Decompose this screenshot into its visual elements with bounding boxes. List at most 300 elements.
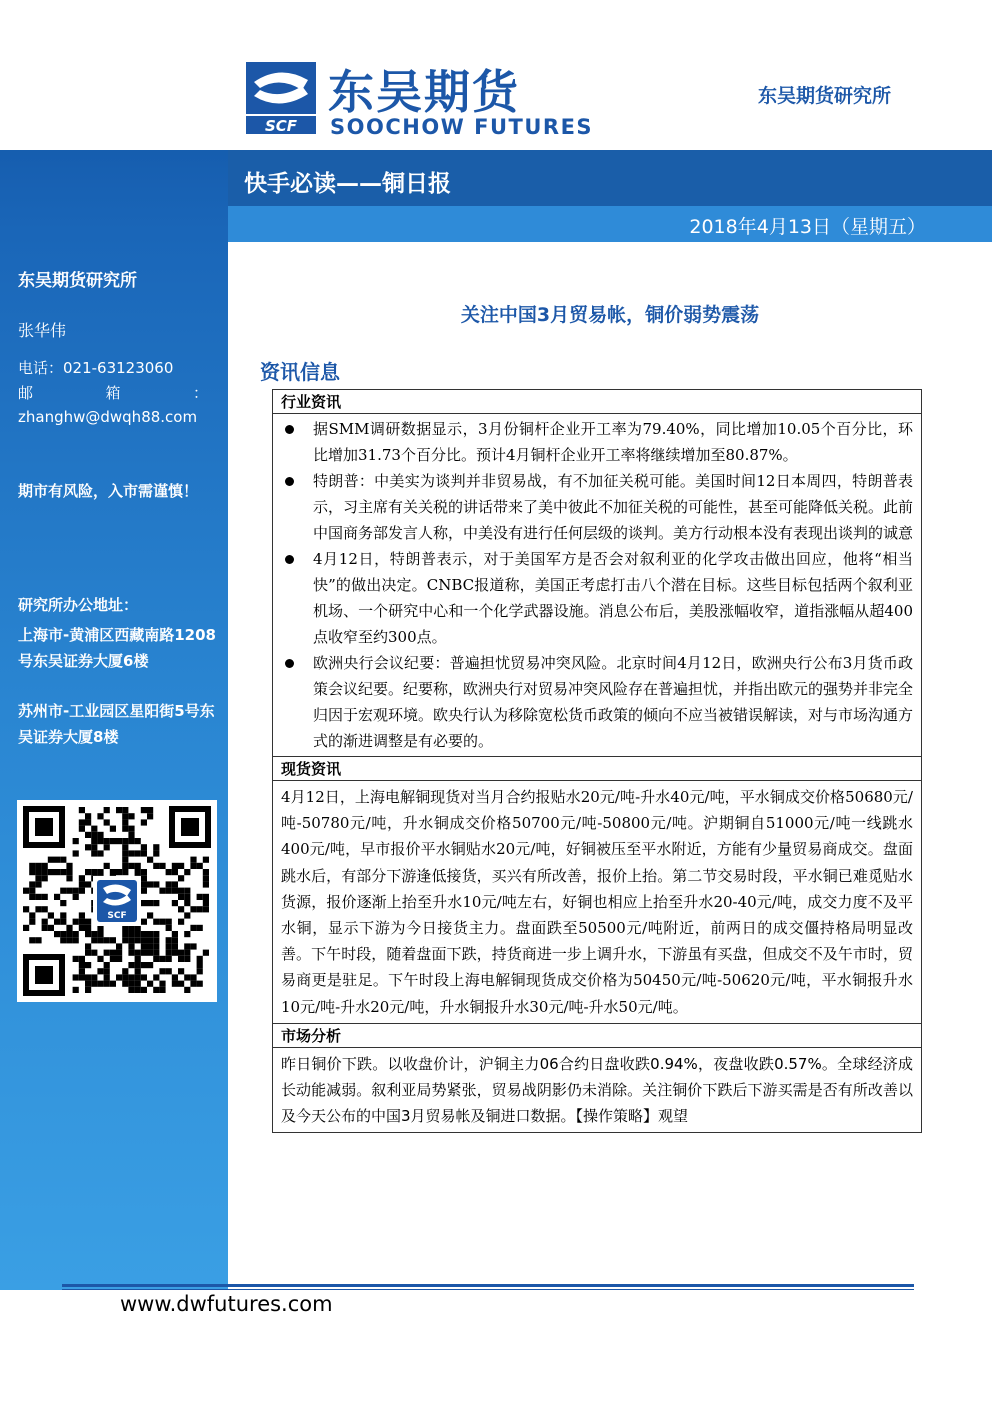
qr-module bbox=[73, 838, 79, 844]
qr-module bbox=[197, 962, 203, 968]
qr-module bbox=[190, 974, 196, 980]
email-label-char: ： bbox=[192, 384, 208, 402]
qr-code-image bbox=[17, 800, 217, 1002]
qr-module bbox=[66, 875, 72, 881]
qr-module bbox=[97, 956, 103, 962]
qr-module bbox=[128, 981, 134, 987]
qr-module bbox=[147, 813, 153, 819]
qr-module bbox=[166, 956, 172, 962]
qr-module bbox=[60, 888, 66, 894]
qr-module bbox=[141, 875, 147, 881]
header-institute-label: 东吴期货研究所 bbox=[758, 85, 892, 107]
qr-module bbox=[159, 919, 165, 925]
sidebar-org-name: 东吴期货研究所 bbox=[18, 271, 137, 291]
qr-module bbox=[122, 968, 128, 974]
qr-module bbox=[85, 813, 91, 819]
brand-name-english: SOOCHOW FUTURES bbox=[330, 115, 594, 139]
qr-module bbox=[42, 906, 48, 912]
qr-module bbox=[122, 838, 128, 844]
qr-module bbox=[110, 950, 116, 956]
email-label-char: 箱 bbox=[105, 384, 121, 402]
qr-module bbox=[153, 943, 159, 949]
qr-module bbox=[73, 987, 79, 993]
qr-module bbox=[110, 981, 116, 987]
qr-module bbox=[135, 962, 141, 968]
qr-module bbox=[128, 987, 134, 993]
qr-module bbox=[159, 987, 165, 993]
qr-module bbox=[85, 987, 91, 993]
qr-module bbox=[166, 881, 172, 887]
qr-module bbox=[159, 888, 165, 894]
qr-module bbox=[159, 863, 165, 869]
qr-module bbox=[116, 974, 122, 980]
qr-module bbox=[203, 894, 209, 900]
qr-module bbox=[85, 869, 91, 875]
qr-module bbox=[29, 881, 35, 887]
qr-module bbox=[91, 937, 97, 943]
qr-module bbox=[172, 900, 178, 906]
qr-module bbox=[29, 863, 35, 869]
qr-module bbox=[141, 987, 147, 993]
qr-module bbox=[147, 937, 153, 943]
qr-module bbox=[42, 869, 48, 875]
spot-news-heading: 现货资讯 bbox=[273, 757, 921, 781]
qr-module bbox=[190, 906, 196, 912]
industry-news-heading: 行业资讯 bbox=[273, 390, 921, 414]
qr-module bbox=[147, 857, 153, 863]
qr-module bbox=[147, 981, 153, 987]
qr-module bbox=[184, 894, 190, 900]
qr-module bbox=[147, 881, 153, 887]
qr-module bbox=[147, 807, 153, 813]
qr-module bbox=[128, 974, 134, 980]
qr-module bbox=[110, 826, 116, 832]
qr-module bbox=[153, 844, 159, 850]
qr-module bbox=[153, 919, 159, 925]
list-item bbox=[281, 650, 913, 754]
qr-module bbox=[147, 912, 153, 918]
bullet-icon bbox=[285, 477, 294, 486]
qr-module bbox=[97, 869, 103, 875]
qr-module bbox=[91, 850, 97, 856]
qr-module bbox=[122, 813, 128, 819]
qr-module bbox=[85, 981, 91, 987]
qr-module bbox=[135, 863, 141, 869]
qr-module bbox=[116, 943, 122, 949]
qr-module bbox=[79, 881, 85, 887]
qr-module bbox=[135, 956, 141, 962]
qr-module bbox=[135, 950, 141, 956]
qr-module bbox=[91, 931, 97, 937]
qr-module bbox=[42, 919, 48, 925]
qr-module bbox=[141, 962, 147, 968]
qr-module bbox=[85, 844, 91, 850]
qr-module bbox=[153, 937, 159, 943]
qr-module bbox=[153, 956, 159, 962]
qr-module bbox=[147, 950, 153, 956]
qr-module bbox=[116, 807, 122, 813]
qr-module bbox=[178, 981, 184, 987]
news-item-text: 据SMM调研数据显示，3月份铜杆企业开工率为79.40%，同比增加10.05个百分比，环比增加31.73个百分比。预计4月铜杆企业开工率将继续增加至80.87%。 bbox=[313, 420, 913, 464]
qr-module bbox=[172, 863, 178, 869]
qr-module bbox=[135, 838, 141, 844]
qr-module bbox=[166, 950, 172, 956]
qr-module bbox=[141, 844, 147, 850]
qr-module bbox=[29, 937, 35, 943]
qr-module bbox=[91, 826, 97, 832]
qr-module bbox=[104, 968, 110, 974]
qr-module bbox=[166, 888, 172, 894]
qr-module bbox=[85, 931, 91, 937]
qr-module bbox=[122, 974, 128, 980]
qr-module bbox=[153, 950, 159, 956]
date-band bbox=[228, 206, 992, 242]
qr-module bbox=[178, 956, 184, 962]
report-title: 快手必读——铜日报 bbox=[244, 171, 451, 197]
qr-module bbox=[128, 962, 134, 968]
qr-module bbox=[128, 950, 134, 956]
qr-module bbox=[184, 950, 190, 956]
qr-module bbox=[147, 900, 153, 906]
news-item-text: 特朗普：中美实为谈判并非贸易战，有不加征关税可能。美国时间12日本周四，特朗普表示，习主席有关关税的讲话带来了美中彼此不加征关税的可能性，甚至可能降低关税。此前中国商务部发言人称，中美没有进行任何层级的谈判。美方行动根本没有表现出谈判的诚意 bbox=[313, 472, 914, 542]
qr-module bbox=[197, 894, 203, 900]
qr-module bbox=[166, 869, 172, 875]
qr-module bbox=[135, 974, 141, 980]
qr-module bbox=[153, 974, 159, 980]
qr-module bbox=[104, 974, 110, 980]
qr-module bbox=[122, 863, 128, 869]
qr-module bbox=[190, 943, 196, 949]
industry-news-section bbox=[273, 414, 921, 757]
qr-module bbox=[91, 832, 97, 838]
qr-module bbox=[104, 863, 110, 869]
qr-module bbox=[203, 875, 209, 881]
qr-module bbox=[104, 981, 110, 987]
qr-module bbox=[73, 931, 79, 937]
qr-module bbox=[153, 987, 159, 993]
qr-module bbox=[66, 925, 72, 931]
qr-module bbox=[147, 943, 153, 949]
qr-logo-text: SCF bbox=[107, 911, 127, 921]
sidebar-email-link[interactable]: zhanghw@dwqh88.com bbox=[18, 408, 198, 426]
qr-module bbox=[35, 894, 41, 900]
qr-module bbox=[110, 956, 116, 962]
qr-module bbox=[97, 937, 103, 943]
qr-module bbox=[23, 925, 29, 931]
news-item-text: 欧洲央行会议纪要：普遍担忧贸易冲突风险。北京时间4月12日，欧洲央行公布3月货币政策会议纪要。纪要称，欧洲央行对贸易冲突风险存在普遍担忧，并指出欧元的强势并非完全归因于宏观环境。欧央行认为移除宽松货币政策的倾向不应当被错误解读，对与市场沟通方式的渐进调整是有必要的。 bbox=[313, 654, 914, 750]
qr-module bbox=[128, 813, 134, 819]
qr-module bbox=[35, 937, 41, 943]
spot-news-section bbox=[273, 781, 921, 1024]
qr-module bbox=[91, 838, 97, 844]
qr-module bbox=[197, 968, 203, 974]
qr-module bbox=[141, 881, 147, 887]
qr-module bbox=[122, 981, 128, 987]
qr-module bbox=[159, 968, 165, 974]
qr-module bbox=[203, 857, 209, 863]
qr-module bbox=[197, 925, 203, 931]
qr-module bbox=[153, 881, 159, 887]
qr-module bbox=[172, 943, 178, 949]
qr-module bbox=[48, 912, 54, 918]
qr-module bbox=[190, 925, 196, 931]
qr-module bbox=[141, 819, 147, 825]
qr-module bbox=[85, 881, 91, 887]
qr-module bbox=[73, 888, 79, 894]
sidebar bbox=[0, 0, 228, 1290]
qr-module bbox=[122, 850, 128, 856]
qr-module bbox=[172, 869, 178, 875]
qr-module bbox=[29, 912, 35, 918]
qr-module bbox=[184, 931, 190, 937]
qr-module bbox=[97, 850, 103, 856]
qr-module bbox=[178, 894, 184, 900]
qr-module bbox=[128, 838, 134, 844]
sidebar-phone: 电话：021-63123060 bbox=[18, 359, 174, 377]
qr-module bbox=[166, 968, 172, 974]
qr-module bbox=[141, 931, 147, 937]
qr-module bbox=[66, 888, 72, 894]
qr-module bbox=[172, 881, 178, 887]
qr-module bbox=[60, 919, 66, 925]
qr-module bbox=[178, 863, 184, 869]
qr-module bbox=[135, 869, 141, 875]
sidebar-author: 张华伟 bbox=[18, 321, 67, 340]
qr-module bbox=[60, 857, 66, 863]
qr-module bbox=[116, 838, 122, 844]
qr-module bbox=[184, 900, 190, 906]
qr-module bbox=[73, 919, 79, 925]
brand-name-chinese: 东吴期货 bbox=[328, 65, 520, 119]
qr-module bbox=[128, 937, 134, 943]
qr-module bbox=[184, 956, 190, 962]
qr-module bbox=[79, 968, 85, 974]
qr-module bbox=[190, 981, 196, 987]
qr-module bbox=[97, 931, 103, 937]
qr-module bbox=[35, 875, 41, 881]
qr-module bbox=[60, 931, 66, 937]
qr-module bbox=[116, 956, 122, 962]
qr-module bbox=[159, 981, 165, 987]
qr-module bbox=[178, 950, 184, 956]
qr-module bbox=[35, 869, 41, 875]
qr-module bbox=[190, 863, 196, 869]
spot-news-text: 4月12日，上海电解铜现货对当月合约报贴水20元/吨-升水40元/吨，平水铜成交价格50680元/吨-50780元/吨，升水铜成交价格50700元/吨-50800元/吨。沪期铜自51000元/吨一线跳水400元/吨，早市报价平水铜贴水20元/吨，好铜被压至平水附近，方能有少量贸易商成交。盘面跳水后，有部分下游逢低接货，买兴有所改善，报价上抬。第二节交易时段，平水铜已难觅贴水货源，报价逐渐上抬至升水10元/吨左右，好铜也相应上抬至升水20-40元/吨，成交力度不及平水铜，显示下游为今日接货主力。盘面跌至50500元/吨附近，前两日的成交僵持格局明显改善。下午时段，随着盘面下跌，持货商进一步上调升水，下游虽有买盘，但成交不及午市时，贸易商更是驻足。下午时段上海电解铜现货成交价格为50450元/吨-50620元/吨，平水铜报升水10元/吨-升水20元/吨，升水铜报升水30元/吨-升水50元/吨。 bbox=[281, 788, 913, 1016]
qr-module bbox=[104, 962, 110, 968]
sidebar-address-shanghai: 上海市-黄浦区西藏南路1208号东吴证券大厦6楼 bbox=[18, 626, 216, 670]
qr-module bbox=[159, 956, 165, 962]
qr-module bbox=[135, 981, 141, 987]
qr-module bbox=[122, 869, 128, 875]
qr-module bbox=[85, 919, 91, 925]
qr-module bbox=[79, 919, 85, 925]
qr-module bbox=[203, 950, 209, 956]
qr-module bbox=[54, 931, 60, 937]
qr-module bbox=[190, 857, 196, 863]
qr-module bbox=[166, 937, 172, 943]
qr-module bbox=[66, 931, 72, 937]
footer-website-link[interactable]: www.dwfutures.com bbox=[120, 1292, 333, 1316]
qr-module bbox=[184, 974, 190, 980]
qr-module bbox=[141, 807, 147, 813]
qr-module bbox=[60, 912, 66, 918]
qr-module bbox=[42, 925, 48, 931]
qr-module bbox=[48, 869, 54, 875]
qr-module bbox=[54, 894, 60, 900]
qr-module bbox=[135, 850, 141, 856]
qr-module bbox=[184, 943, 190, 949]
list-item bbox=[281, 546, 913, 650]
qr-module bbox=[110, 937, 116, 943]
email-label-char: 邮 bbox=[18, 384, 34, 402]
sidebar-risk-notice: 期市有风险，入市需谨慎！ bbox=[18, 482, 199, 500]
qr-module bbox=[128, 863, 134, 869]
qr-module bbox=[97, 838, 103, 844]
qr-module bbox=[91, 981, 97, 987]
qr-module bbox=[203, 869, 209, 875]
qr-module bbox=[122, 937, 128, 943]
qr-module bbox=[141, 888, 147, 894]
qr-module bbox=[42, 863, 48, 869]
qr-module bbox=[73, 937, 79, 943]
qr-module bbox=[122, 826, 128, 832]
qr-module bbox=[172, 950, 178, 956]
qr-module bbox=[104, 807, 110, 813]
qr-module bbox=[178, 875, 184, 881]
qr-module bbox=[85, 925, 91, 931]
qr-module bbox=[97, 832, 103, 838]
qr-module bbox=[85, 974, 91, 980]
qr-module bbox=[35, 906, 41, 912]
qr-module bbox=[79, 962, 85, 968]
qr-module bbox=[91, 844, 97, 850]
sidebar-top-blank bbox=[0, 0, 228, 150]
qr-module bbox=[116, 950, 122, 956]
qr-module bbox=[66, 869, 72, 875]
qr-module bbox=[135, 987, 141, 993]
qr-module bbox=[153, 850, 159, 856]
qr-module bbox=[178, 906, 184, 912]
qr-module bbox=[79, 974, 85, 980]
qr-module bbox=[141, 974, 147, 980]
qr-module bbox=[122, 857, 128, 863]
qr-module bbox=[178, 888, 184, 894]
qr-module bbox=[79, 912, 85, 918]
qr-module bbox=[54, 869, 60, 875]
qr-module bbox=[116, 869, 122, 875]
qr-module bbox=[85, 832, 91, 838]
qr-module bbox=[35, 881, 41, 887]
qr-module bbox=[97, 813, 103, 819]
report-headline: 关注中国3月贸易帐，铜价弱势震荡 bbox=[460, 304, 760, 326]
qr-module bbox=[122, 819, 128, 825]
title-band bbox=[228, 150, 992, 206]
list-item bbox=[281, 468, 913, 546]
qr-module bbox=[122, 844, 128, 850]
sidebar-address-title: 研究所办公地址： bbox=[18, 596, 139, 614]
qr-module bbox=[203, 906, 209, 912]
news-item-text: 4月12日，特朗普表示，对于美国军方是否会对叙利亚的化学攻击做出回应，他将“相当快”的做出决定。CNBC报道称，美国正考虑打击八个潜在目标。这些目标包括两个叙利亚机场、一个研究中心和一个化学武器设施。消息公布后，美股涨幅收窄，道指涨幅从超400点收窄至约300点。 bbox=[313, 550, 913, 646]
qr-module bbox=[104, 937, 110, 943]
qr-module bbox=[128, 850, 134, 856]
qr-module bbox=[172, 974, 178, 980]
qr-module bbox=[42, 894, 48, 900]
qr-module bbox=[91, 950, 97, 956]
report-date: 2018年4月13日（星期五） bbox=[689, 216, 926, 238]
company-logo-icon bbox=[246, 62, 316, 134]
qr-module bbox=[54, 857, 60, 863]
qr-module bbox=[135, 968, 141, 974]
qr-module bbox=[166, 925, 172, 931]
logo-scf-text: SCF bbox=[264, 117, 298, 134]
qr-module bbox=[147, 962, 153, 968]
qr-module bbox=[122, 807, 128, 813]
qr-module bbox=[128, 943, 134, 949]
qr-module bbox=[66, 937, 72, 943]
qr-module bbox=[66, 863, 72, 869]
qr-module bbox=[184, 869, 190, 875]
qr-module bbox=[35, 863, 41, 869]
qr-module bbox=[97, 981, 103, 987]
qr-module bbox=[178, 919, 184, 925]
qr-module bbox=[79, 826, 85, 832]
qr-module bbox=[23, 906, 29, 912]
qr-module bbox=[166, 943, 172, 949]
footer-divider bbox=[62, 1284, 914, 1287]
qr-module bbox=[79, 956, 85, 962]
qr-module bbox=[73, 974, 79, 980]
qr-module bbox=[73, 956, 79, 962]
qr-module bbox=[60, 900, 66, 906]
qr-module bbox=[110, 838, 116, 844]
qr-module bbox=[141, 919, 147, 925]
footer-divider-thin bbox=[62, 1289, 914, 1290]
qr-module bbox=[85, 950, 91, 956]
bullet-icon bbox=[285, 425, 294, 434]
qr-module bbox=[135, 937, 141, 943]
qr-module bbox=[23, 888, 29, 894]
market-analysis-text: 昨日铜价下跌。以收盘价计，沪铜主力06合约日盘收跌0.94%，夜盘收跌0.57%。全球经济成长动能减弱。叙利亚局势紧张，贸易战阴影仍未消除。关注铜价下跌后下游买需是否有所改善以及今天公布的中国3月贸易帐及铜进口数据。【操作策略】观望 bbox=[281, 1054, 913, 1125]
qr-module bbox=[85, 943, 91, 949]
qr-module bbox=[184, 987, 190, 993]
qr-module bbox=[203, 881, 209, 887]
qr-module bbox=[104, 819, 110, 825]
qr-module bbox=[147, 931, 153, 937]
qr-module bbox=[172, 888, 178, 894]
industry-news-list bbox=[273, 414, 921, 756]
section-title: 资讯信息 bbox=[260, 360, 340, 384]
qr-module bbox=[197, 906, 203, 912]
qr-module bbox=[79, 888, 85, 894]
qr-module bbox=[141, 937, 147, 943]
qr-module bbox=[172, 937, 178, 943]
qr-module bbox=[166, 919, 172, 925]
news-table bbox=[272, 389, 922, 1133]
qr-module bbox=[141, 900, 147, 906]
qr-module bbox=[60, 937, 66, 943]
qr-module bbox=[128, 832, 134, 838]
qr-module bbox=[91, 974, 97, 980]
qr-module bbox=[153, 900, 159, 906]
qr-module bbox=[79, 807, 85, 813]
qr-module bbox=[91, 869, 97, 875]
sidebar-email-label bbox=[18, 382, 208, 403]
qr-module bbox=[141, 950, 147, 956]
qr-module bbox=[42, 875, 48, 881]
qr-module bbox=[79, 925, 85, 931]
qr-module bbox=[122, 931, 128, 937]
qr-module bbox=[184, 912, 190, 918]
